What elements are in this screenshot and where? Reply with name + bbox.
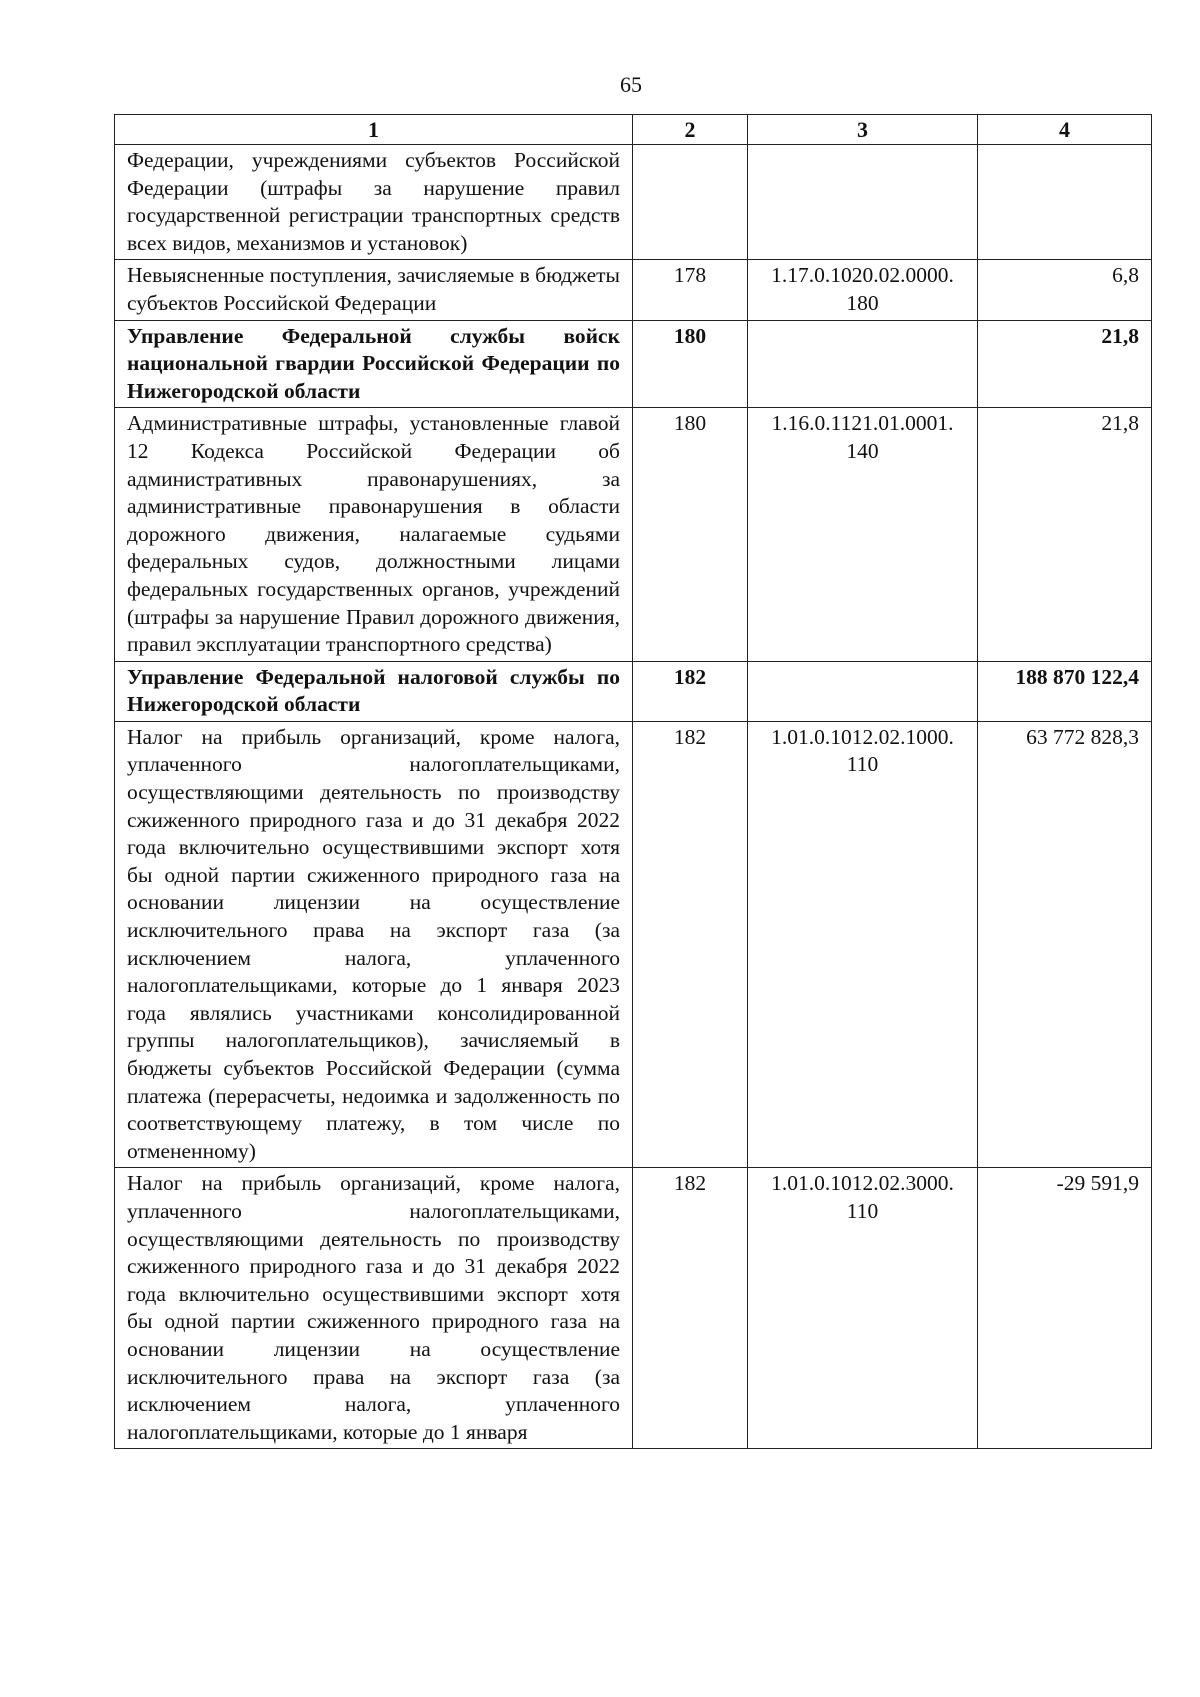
row-admin-code: 178 [633, 260, 748, 320]
budget-revenue-table [114, 114, 1152, 1449]
row-description: Федерации, учреждениями субъектов Российской Федерации (штрафы за нарушение правил государственной регистрации транспортных средств всех видов, механизмов и установок) [115, 145, 633, 260]
row-budget-classification-code [748, 661, 978, 721]
row-description: Управление Федеральной налоговой службы по Нижегородской области [115, 661, 633, 721]
row-budget-classification-code [748, 145, 978, 260]
row-admin-code: 180 [633, 408, 748, 661]
row-budget-classification-code: 1.17.0.1020.02.0000. 180 [748, 260, 978, 320]
row-amount: 21,8 [978, 320, 1152, 408]
row-budget-classification-code: 1.01.0.1012.02.1000. 110 [748, 721, 978, 1168]
row-budget-classification-code [748, 320, 978, 408]
row-amount: 188 870 122,4 [978, 661, 1152, 721]
table-row [115, 408, 1152, 661]
row-admin-code [633, 145, 748, 260]
column-header: 2 [633, 115, 748, 145]
column-header: 4 [978, 115, 1152, 145]
table-row [115, 145, 1152, 260]
row-budget-classification-code: 1.16.0.1121.01.0001. 140 [748, 408, 978, 661]
table-header-row [115, 115, 1152, 145]
row-description: Управление Федеральной службы войск национальной гвардии Российской Федерации по Нижегородской области [115, 320, 633, 408]
row-amount: -29 591,9 [978, 1168, 1152, 1449]
row-description: Административные штрафы, установленные главой 12 Кодекса Российской Федерации об административных правонарушениях, за административные правонарушения в области дорожного движения, налагаемые судьями федеральных судов, должностными лицами федеральных государственных органов, учреждений (штрафы за нарушение Правил дорожного движения, правил эксплуатации транспортного средства) [115, 408, 633, 661]
row-admin-code: 182 [633, 721, 748, 1168]
row-amount: 63 772 828,3 [978, 721, 1152, 1168]
table-row [115, 661, 1152, 721]
row-description: Налог на прибыль организаций, кроме налога, уплаченного налогоплательщиками, осуществляющими деятельность по производству сжиженного природного газа и до 31 декабря 2022 года включительно осуществившими экспорт хотя бы одной партии сжиженного природного газа на основании лицензии на осуществление исключительного права на экспорт газа (за исключением налога, уплаченного налогоплательщиками, которые до 1 января 2023 года являлись участниками консолидированной группы налогоплательщиков), зачисляемый в бюджеты субъектов Российской Федерации (сумма платежа (перерасчеты, недоимка и задолженность по соответствующему платежу, в том числе по отмененному) [115, 721, 633, 1168]
row-description: Налог на прибыль организаций, кроме налога, уплаченного налогоплательщиками, осуществляющими деятельность по производству сжиженного природного газа и до 31 декабря 2022 года включительно осуществившими экспорт хотя бы одной партии сжиженного природного газа на основании лицензии на осуществление исключительного права на экспорт газа (за исключением налога, уплаченного налогоплательщиками, которые до 1 января [115, 1168, 633, 1449]
column-header: 3 [748, 115, 978, 145]
row-amount: 21,8 [978, 408, 1152, 661]
row-admin-code: 182 [633, 661, 748, 721]
row-description: Невыясненные поступления, зачисляемые в бюджеты субъектов Российской Федерации [115, 260, 633, 320]
column-header: 1 [115, 115, 633, 145]
row-admin-code: 182 [633, 1168, 748, 1449]
table-row [115, 320, 1152, 408]
page-number: 65 [620, 72, 642, 97]
table-row [115, 260, 1152, 320]
row-amount: 6,8 [978, 260, 1152, 320]
table-row [115, 1168, 1152, 1449]
row-admin-code: 180 [633, 320, 748, 408]
row-amount [978, 145, 1152, 260]
row-budget-classification-code: 1.01.0.1012.02.3000. 110 [748, 1168, 978, 1449]
table-row [115, 721, 1152, 1168]
